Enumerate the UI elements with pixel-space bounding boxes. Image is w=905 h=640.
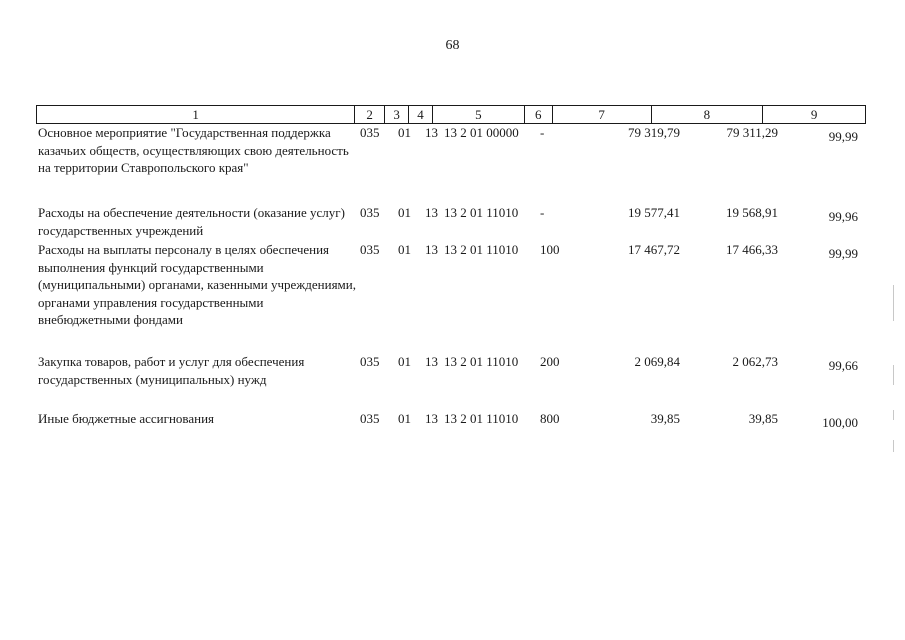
- table-row: [36, 124, 866, 196]
- row-grbs: 035: [360, 125, 380, 140]
- row-name: Иные бюджетные ассигнования: [38, 411, 215, 426]
- row-csr: 13 2 01 11010: [444, 205, 519, 220]
- row-prz: 13: [425, 354, 438, 369]
- header-col-5: 5: [433, 106, 525, 123]
- row-plan: 79 319,79: [628, 125, 680, 140]
- row-plan: 17 467,72: [628, 242, 680, 257]
- row-name: Расходы на выплаты персоналу в целях обеспечения выполнения функций государственными (муниципальными) органами, казенными учреждениями, органами управления государственными внебюджетными фондами: [38, 242, 356, 327]
- row-fact: 17 466,33: [726, 242, 778, 257]
- scan-mark: [893, 285, 894, 321]
- row-name: Основное мероприятие "Государственная поддержка казачьих обществ, осуществляющих свою деятельность на территории Ставропольского края": [38, 125, 349, 175]
- header-col-1: 1: [37, 106, 355, 123]
- header-col-3: 3: [385, 106, 409, 123]
- row-name: Расходы на обеспечение деятельности (оказание услуг) государственных учреждений: [38, 205, 345, 238]
- row-plan: 39,85: [650, 411, 680, 426]
- row-rz: 01: [398, 354, 411, 369]
- table-header: [36, 105, 866, 124]
- table-row: [36, 204, 866, 240]
- scan-mark: [893, 365, 894, 385]
- header-col-9: 9: [810, 107, 818, 122]
- row-grbs: 035: [360, 242, 380, 257]
- row-csr: 13 2 01 11010: [444, 354, 519, 369]
- row-percent: 99,99: [828, 129, 858, 144]
- row-csr: 13 2 01 11010: [444, 242, 519, 257]
- row-csr: 13 2 01 00000: [444, 125, 519, 140]
- table-row: [36, 241, 866, 331]
- row-vr: -: [540, 205, 545, 220]
- row-plan: 19 577,41: [628, 205, 680, 220]
- row-name: Закупка товаров, работ и услуг для обеспечения государственных (муниципальных) нужд: [38, 354, 305, 387]
- row-grbs: 035: [360, 411, 380, 426]
- row-plan: 2 069,84: [634, 354, 680, 369]
- scan-mark: [893, 440, 894, 452]
- row-vr: 200: [540, 354, 560, 369]
- row-rz: 01: [398, 205, 411, 220]
- header-col-4: 4: [409, 106, 433, 123]
- scan-mark: [893, 410, 894, 420]
- row-grbs: 035: [360, 354, 380, 369]
- row-vr: -: [540, 125, 545, 140]
- table-row: [36, 410, 866, 432]
- row-vr: 100: [540, 242, 560, 257]
- row-percent: 99,99: [828, 246, 858, 261]
- row-prz: 13: [425, 411, 438, 426]
- row-percent: 99,96: [828, 209, 858, 224]
- row-prz: 13: [425, 205, 438, 220]
- header-col-7: 7: [553, 106, 652, 123]
- header-col-8: 8: [652, 106, 764, 123]
- table-row: [36, 353, 866, 389]
- row-percent: 99,66: [828, 358, 858, 373]
- row-rz: 01: [398, 125, 411, 140]
- row-rz: 01: [398, 411, 411, 426]
- row-fact: 2 062,73: [732, 354, 778, 369]
- page-number: 68: [445, 38, 460, 53]
- row-rz: 01: [398, 242, 411, 257]
- row-grbs: 035: [360, 205, 380, 220]
- row-fact: 39,85: [748, 411, 778, 426]
- row-prz: 13: [425, 125, 438, 140]
- row-csr: 13 2 01 11010: [444, 411, 519, 426]
- header-col-6: 6: [525, 106, 553, 123]
- row-vr: 800: [540, 411, 560, 426]
- row-fact: 19 568,91: [726, 205, 778, 220]
- row-fact: 79 311,29: [726, 125, 778, 140]
- header-col-2: 2: [355, 106, 385, 123]
- row-prz: 13: [425, 242, 438, 257]
- row-percent: 100,00: [822, 415, 858, 430]
